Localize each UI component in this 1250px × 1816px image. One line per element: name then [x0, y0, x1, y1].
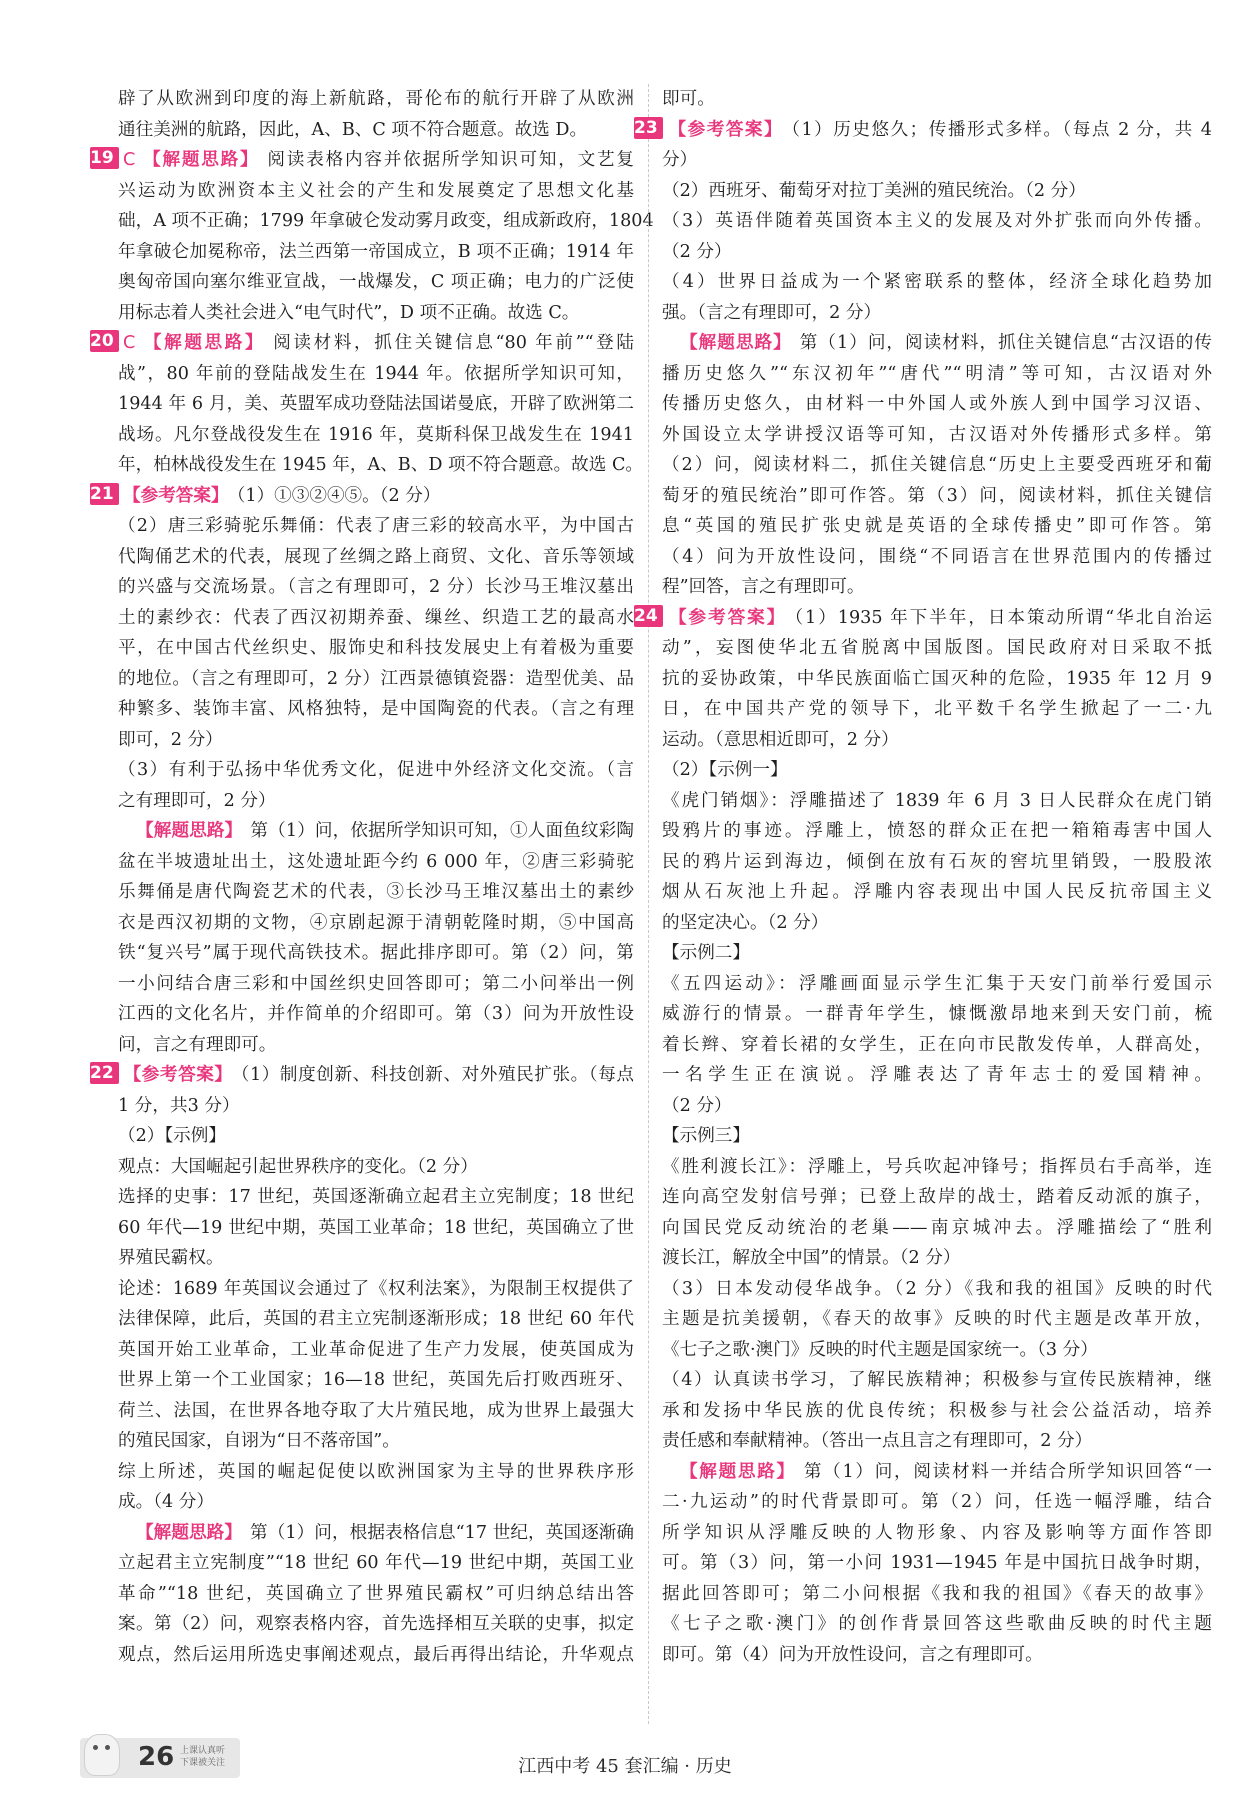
line-text: 乐舞俑是唐代陶瓷艺术的代表，③长沙马王堆汉墓出土的素纱	[118, 882, 634, 902]
line-text: （2）唐三彩骑驼乐舞俑：代表了唐三彩的较高水平，为中国古	[118, 516, 634, 536]
line-text: 所学知识从浮雕反映的人物形象、内容及影响等方面作答即	[662, 1522, 1212, 1543]
text-line	[118, 1304, 634, 1335]
line-text: 战场。凡尔登战役发生在 1916 年，莫斯科保卫战发生在 1941	[118, 424, 634, 445]
line-text: （4）世界日益成为一个紧密联系的整体，经济全球化趋势加	[662, 272, 1212, 292]
column-divider	[648, 84, 649, 1724]
text-line	[118, 298, 634, 329]
text-line	[662, 267, 1212, 298]
line-text: 综上所述，英国的崛起促使以欧洲国家为主导的世界秩序形	[118, 1461, 634, 1482]
line-text: 《虎门销烟》：浮雕描述了 1839 年 6 月 3 日人民群众在虎门销	[662, 790, 1212, 811]
line-text: 外国设立太学讲授汉语等可知，古汉语对外传播形式多样。第	[662, 424, 1212, 445]
text-line	[118, 450, 644, 481]
line-text: 代陶俑艺术的代表，展现了丝绸之路上商贸、文化、音乐等领域	[118, 546, 634, 567]
text-line	[662, 1396, 1212, 1427]
line-text: 烟从石灰池上升起。浮雕内容表现出中国人民反抗帝国主义	[662, 882, 1212, 902]
line-text: 选择的史事：17 世纪，英国逐渐确立起君主立宪制度；18 世纪	[118, 1187, 634, 1207]
text-line	[118, 1213, 634, 1244]
text-line	[662, 1426, 1212, 1457]
text-line	[662, 1640, 1212, 1671]
line-text: 一名学生正在演说。浮雕表达了青年志士的爱国精神。	[662, 1065, 1212, 1085]
text-line	[662, 1030, 1212, 1061]
text-line	[118, 1335, 634, 1366]
line-text: 《七子之歌·澳门》的创作背景回答这些歌曲反映的时代主题	[662, 1614, 1212, 1634]
text-line	[118, 1548, 634, 1579]
line-text: 荷兰、法国，在世界各地夺取了大片殖民地，成为世界上最强大	[118, 1400, 634, 1421]
line-text: 的地位。（言之有理即可，2 分）江西景德镇瓷器：造型优美、品	[118, 668, 634, 689]
line-text: 的殖民国家，自诩为“日不落帝国”。	[118, 1431, 400, 1451]
line-text: 战”，80 年前的登陆战发生在 1944 年。依据所学知识可知，	[118, 363, 634, 384]
line-text: 《胜利渡长江》：浮雕上，号兵吹起冲锋号；指挥员右手高举，连	[662, 1156, 1212, 1177]
line-text: 年，柏林战役发生在 1945 年，A、B、D 项不符合题意。故选 C。	[118, 455, 644, 475]
text-line	[118, 1365, 634, 1396]
line-text: （3）日本发动侵华战争。（2 分）《我和我的祖国》反映的时代	[662, 1278, 1212, 1299]
text-line	[118, 1152, 634, 1183]
text-line	[118, 664, 634, 695]
line-text: （3）英语伴随着英国资本主义的发展及对外扩张而向外传播。	[662, 211, 1212, 231]
line-text: 【示例三】	[662, 1126, 750, 1146]
text-line	[118, 176, 634, 207]
text-line	[118, 1579, 634, 1610]
text-line	[634, 603, 1212, 634]
question-number: 19	[90, 147, 119, 169]
text-line	[662, 145, 1212, 176]
line-text: 的兴盛与交流场景。（言之有理即可，2 分）长沙马王堆汉墓出	[118, 577, 634, 597]
line-text: 60 年代—19 世纪中期，英国工业革命；18 世纪，英国确立了世	[118, 1217, 634, 1238]
text-line	[662, 1243, 1212, 1274]
text-line	[662, 1457, 1212, 1488]
line-text: 盆在半坡遗址出土，这处遗址距今约 6 000 年，②唐三彩骑驼	[118, 851, 634, 872]
text-line	[118, 1243, 634, 1274]
text-line	[662, 694, 1212, 725]
line-text: 辟了从欧洲到印度的海上新航路，哥伦布的航行开辟了从欧洲	[118, 89, 634, 109]
line-text: 一小问结合唐三彩和中国丝织史回答即可；第二小问举出一例	[118, 973, 634, 994]
text-line	[118, 603, 634, 634]
line-text: 第（1）问，依据所学知识可知，①人面鱼纹彩陶	[250, 821, 634, 841]
section-tag: 【解题思路】	[136, 821, 243, 841]
question-number: 23	[634, 117, 663, 139]
text-line	[634, 115, 1212, 146]
line-text: 平，在中国古代丝织史、服饰史和科技发展史上有着极为重要	[118, 638, 634, 658]
text-line	[118, 1487, 634, 1518]
right-column	[634, 84, 1212, 1670]
line-text: 年拿破仑加冕称帝，法兰西第一帝国成立，B 项不正确；1914 年	[118, 241, 634, 262]
section-tag: 【参考答案】	[123, 1065, 233, 1085]
text-line	[662, 1213, 1212, 1244]
line-text: 论述：1689 年英国议会通过了《权利法案》，为限制王权提供了	[118, 1278, 634, 1299]
text-line	[118, 999, 634, 1030]
section-tag: 【解题思路】	[680, 1461, 796, 1482]
text-line	[662, 481, 1212, 512]
line-text: （4）认真读书学习，了解民族精神；积极参与宣传民族精神，继	[662, 1370, 1212, 1390]
line-text: 阅读表格内容并依据所学知识可知，文艺复	[267, 150, 634, 170]
line-text: 第（1）问，阅读材料，抓住关键信息“古汉语的传	[799, 333, 1212, 353]
text-line	[118, 755, 634, 786]
line-text: 即可，2 分）	[118, 729, 223, 750]
text-line	[118, 572, 634, 603]
text-line	[118, 1121, 634, 1152]
text-line	[90, 328, 634, 359]
text-line	[90, 1060, 634, 1091]
text-line	[662, 511, 1212, 542]
section-tag: 【参考答案】	[667, 607, 787, 628]
text-line	[662, 725, 1212, 756]
text-line	[662, 908, 1212, 939]
line-text: 界殖民霸权。	[118, 1248, 224, 1268]
text-line	[662, 1152, 1212, 1183]
line-text: 据此回答即可；第二小问根据《我和我的祖国》《春天的故事》	[662, 1583, 1212, 1604]
text-line	[662, 1182, 1212, 1213]
text-line	[118, 389, 634, 420]
line-text: 立起君主立宪制度”“18 世纪 60 年代—19 世纪中期，英国工业	[118, 1553, 634, 1573]
line-text: （4）问为开放性设问，围绕“不同语言在世界范围内的传播过	[662, 546, 1212, 567]
text-line	[118, 877, 634, 908]
text-line	[662, 847, 1212, 878]
text-line	[118, 694, 634, 725]
text-line	[118, 511, 634, 542]
line-text: （1）①③②④⑤。（2 分）	[236, 485, 441, 506]
text-line	[118, 969, 634, 1000]
line-text: 案。第（2）问，观察表格内容，首先选择相互关联的史事，拟定	[118, 1614, 634, 1634]
line-text: 日，在中国共产党的领导下，北平数千名学生掀起了一二·九	[662, 699, 1212, 719]
line-text: 法律保障，此后，英国的君主立宪制逐渐形成；18 世纪 60 年代	[118, 1309, 634, 1329]
line-text: 承和发扬中华民族的优良传统；积极参与社会公益活动，培养	[662, 1400, 1212, 1421]
line-text: 第（1）问，根据表格信息“17 世纪，英国逐渐确	[250, 1522, 634, 1543]
line-text: 《五四运动》：浮雕画面显示学生汇集于天安门前举行爱国示	[662, 973, 1212, 994]
line-text: 民的鸦片运到海边，倾倒在放有石灰的窖坑里销毁，一股股浓	[662, 851, 1212, 872]
text-line	[662, 572, 1212, 603]
line-text: 英国开始工业革命，工业革命促进了生产力发展，使英国成为	[118, 1339, 634, 1360]
page-number: 26	[138, 1742, 175, 1772]
text-line	[662, 389, 1212, 420]
line-text: 毁鸦片的事迹。浮雕上，愤怒的群众正在把一箱箱毒害中国人	[662, 821, 1212, 841]
text-line	[118, 420, 634, 451]
line-text: 可。第（3）问，第一小问 1931—1945 年是中国抗日战争时期，	[662, 1553, 1212, 1573]
text-line	[662, 999, 1212, 1030]
text-line	[662, 176, 1212, 207]
text-line	[662, 1487, 1212, 1518]
text-line	[662, 420, 1212, 451]
line-text: 渡长江，解放全中国”的情景。（2 分）	[662, 1248, 961, 1268]
text-line	[662, 328, 1212, 359]
text-line	[662, 1091, 1212, 1122]
line-text: 第（1）问，阅读材料一并结合所学知识回答“一	[803, 1461, 1212, 1482]
text-line	[118, 1030, 634, 1061]
text-line	[118, 1274, 634, 1305]
line-text: 播历史悠久”“东汉初年”“唐代”“明清”等可知，古汉语对外	[662, 363, 1212, 384]
page-slogan: 上课认真听 下课被关注	[180, 1746, 226, 1768]
line-text: 二·九运动”的时代背景即可。第（2）问，任选一幅浮雕，结合	[662, 1492, 1212, 1512]
line-text: 问，言之有理即可。	[118, 1034, 277, 1055]
line-text: （2 分）	[662, 1095, 732, 1116]
text-line	[118, 267, 634, 298]
text-line	[118, 206, 654, 237]
text-line	[662, 664, 1212, 695]
text-line	[118, 938, 634, 969]
text-line	[662, 1365, 1212, 1396]
text-line	[118, 816, 634, 847]
line-text: 【示例二】	[662, 943, 750, 963]
line-text: 强。（言之有理即可，2 分）	[662, 302, 882, 323]
text-line	[118, 359, 634, 390]
line-text: 用标志着人类社会进入“电气时代”，D 项不正确。故选 C。	[118, 302, 580, 323]
text-line	[118, 1609, 634, 1640]
text-line	[118, 1457, 634, 1488]
section-tag: 【解题思路】	[136, 1522, 243, 1543]
answer-option: C	[123, 333, 136, 353]
text-line	[662, 1609, 1212, 1640]
line-text: 责任感和奉献精神。（答出一点且言之有理即可，2 分）	[662, 1431, 1093, 1451]
text-line	[662, 206, 1212, 237]
line-text: 通往美洲的航路，因此，A、B、C 项不符合题意。故选 D。	[118, 119, 588, 140]
line-text: （2 分）	[662, 241, 732, 262]
text-line	[90, 145, 634, 176]
page-footer	[0, 1716, 1250, 1816]
line-text: 连向高空发射信号弹；已登上敌岸的战士，踏着反动派的旗子，	[662, 1187, 1212, 1207]
text-line	[662, 1335, 1212, 1366]
text-line	[662, 1274, 1212, 1305]
text-line	[662, 1518, 1212, 1549]
line-text: （2）【示例】	[118, 1126, 226, 1146]
text-line	[118, 847, 634, 878]
text-line	[662, 633, 1212, 664]
line-text: 动”，妄图使华北五省脱离中国版图。国民政府对日采取不抵	[662, 638, 1212, 658]
section-tag: 【解题思路】	[141, 333, 266, 353]
line-text: 础，A 项不正确；1799 年拿破仑发动雾月政变，组成新政府，1804	[118, 211, 654, 231]
text-line	[118, 237, 634, 268]
text-line	[662, 450, 1212, 481]
section-tag: 【参考答案】	[667, 119, 784, 140]
text-line	[662, 1579, 1212, 1610]
line-text: 种繁多、装饰丰富、风格独特，是中国陶瓷的代表。（言之有理	[118, 699, 634, 719]
text-line	[662, 84, 1212, 115]
text-line	[662, 359, 1212, 390]
line-text: 1944 年 6 月，美、英盟军成功登陆法国诺曼底，开辟了欧洲第二	[118, 394, 634, 414]
line-text: 革命”“18 世纪，英国确立了世界殖民霸权”可归纳总结出答	[118, 1583, 634, 1604]
line-text: （1）历史悠久；传播形式多样。（每点 2 分，共 4	[791, 119, 1212, 140]
line-text: 江西的文化名片，并作简单的介绍即可。第（3）问为开放性设	[118, 1004, 634, 1024]
text-line	[662, 1548, 1212, 1579]
text-line	[118, 1091, 634, 1122]
line-text: 运动。（意思相近即可，2 分）	[662, 729, 899, 750]
text-line	[118, 1518, 634, 1549]
line-text: 萄牙的殖民统治”即可作答。第（3）问，阅读材料，抓住关键信	[662, 485, 1212, 506]
line-text: 分）	[662, 150, 698, 170]
text-line	[90, 481, 634, 512]
line-text: 观点，然后运用所选史事阐述观点，最后再得出结论，升华观点	[118, 1644, 634, 1665]
text-line	[662, 786, 1212, 817]
text-line	[118, 1426, 634, 1457]
line-text: 着长辫、穿着长裙的女学生，正在向市民散发传单，人群高处，	[662, 1034, 1212, 1055]
line-text: 阅读材料，抓住关键信息“80 年前”“登陆	[273, 333, 634, 353]
line-text: 即可。	[662, 89, 715, 109]
book-title: 江西中考 45 套汇编 · 历史	[518, 1756, 732, 1777]
text-line	[118, 908, 634, 939]
question-number: 24	[634, 605, 663, 627]
line-text: 的坚定决心。（2 分）	[662, 912, 829, 933]
line-text: （3）有利于弘扬中华优秀文化，促进中外经济文化交流。（言	[118, 760, 634, 780]
text-line	[118, 1396, 634, 1427]
text-line	[662, 755, 1212, 786]
text-line	[662, 237, 1212, 268]
text-line	[118, 633, 634, 664]
question-number: 22	[90, 1062, 119, 1084]
line-text: 土的素纱衣：代表了西汉初期养蚕、缫丝、织造工艺的最高水	[118, 607, 634, 628]
line-text: （1）1935 年下半年，日本策动所谓“华北自治运	[794, 607, 1212, 628]
text-line	[662, 542, 1212, 573]
line-text: （2）【示例一】	[662, 760, 788, 780]
line-text: 观点：大国崛起引起世界秩序的变化。（2 分）	[118, 1156, 478, 1177]
question-number: 21	[90, 483, 119, 505]
text-line	[662, 1304, 1212, 1335]
line-text: 成。（4 分）	[118, 1492, 214, 1512]
text-line	[118, 725, 634, 756]
line-text: 向国民党反动统治的老巢——南京城冲去。浮雕描绘了“胜利	[662, 1217, 1212, 1238]
section-tag: 【参考答案】	[123, 485, 229, 506]
text-line	[662, 938, 1212, 969]
text-line	[118, 786, 634, 817]
line-text: 世界上第一个工业国家；16—18 世纪，英国先后打败西班牙、	[118, 1370, 634, 1390]
line-text: （1）制度创新、科技创新、对外殖民扩张。（每点	[240, 1065, 634, 1085]
text-line	[118, 115, 634, 146]
line-text: 主题是抗美援朝，《春天的故事》反映的时代主题是改革开放，	[662, 1309, 1212, 1329]
line-text: 威游行的情景。一群青年学生，慷慨激昂地来到天安门前，梳	[662, 1004, 1212, 1024]
line-text: 铁“复兴号”属于现代高铁技术。据此排序即可。第（2）问，第	[118, 943, 634, 963]
section-tag: 【解题思路】	[680, 333, 792, 353]
line-text: 衣是西汉初期的文物，④京剧起源于清朝乾隆时期，⑤中国高	[118, 912, 634, 933]
text-line	[118, 1182, 634, 1213]
line-text: 抗的妥协政策，中华民族面临亡国灭种的危险，1935 年 12 月 9	[662, 668, 1212, 689]
line-text: 兴运动为欧洲资本主义社会的产生和发展奠定了思想文化基	[118, 180, 634, 201]
text-line	[118, 84, 634, 115]
question-number: 20	[90, 330, 119, 352]
line-text: 即可。第（4）问为开放性设问，言之有理即可。	[662, 1644, 1043, 1665]
section-tag: 【解题思路】	[141, 150, 260, 170]
line-text: 奥匈帝国向塞尔维亚宣战，一战爆发，C 项正确；电力的广泛使	[118, 272, 634, 292]
line-text: 1 分，共3 分）	[118, 1095, 240, 1116]
text-line	[662, 298, 1212, 329]
line-text: 传播历史悠久，由材料一中外国人或外族人到中国学习汉语、	[662, 394, 1212, 414]
text-line	[118, 1640, 634, 1671]
line-text: 《七子之歌·澳门》反映的时代主题是国家统一。（3 分）	[662, 1339, 1098, 1360]
text-line	[662, 1121, 1212, 1152]
line-text: 息“英国的殖民扩张史就是英语的全球传播史”即可作答。第	[662, 516, 1212, 536]
line-text: （2）问，阅读材料二，抓住关键信息“历史上主要受西班牙和葡	[662, 455, 1212, 475]
answer-option: C	[123, 150, 136, 170]
line-text: 程”回答，言之有理即可。	[662, 577, 865, 597]
line-text: （2）西班牙、葡萄牙对拉丁美洲的殖民统治。（2 分）	[662, 180, 1086, 201]
text-line	[662, 1060, 1212, 1091]
text-line	[662, 969, 1212, 1000]
line-text: 之有理即可，2 分）	[118, 790, 276, 811]
text-line	[662, 816, 1212, 847]
text-line	[118, 542, 634, 573]
text-line	[662, 877, 1212, 908]
